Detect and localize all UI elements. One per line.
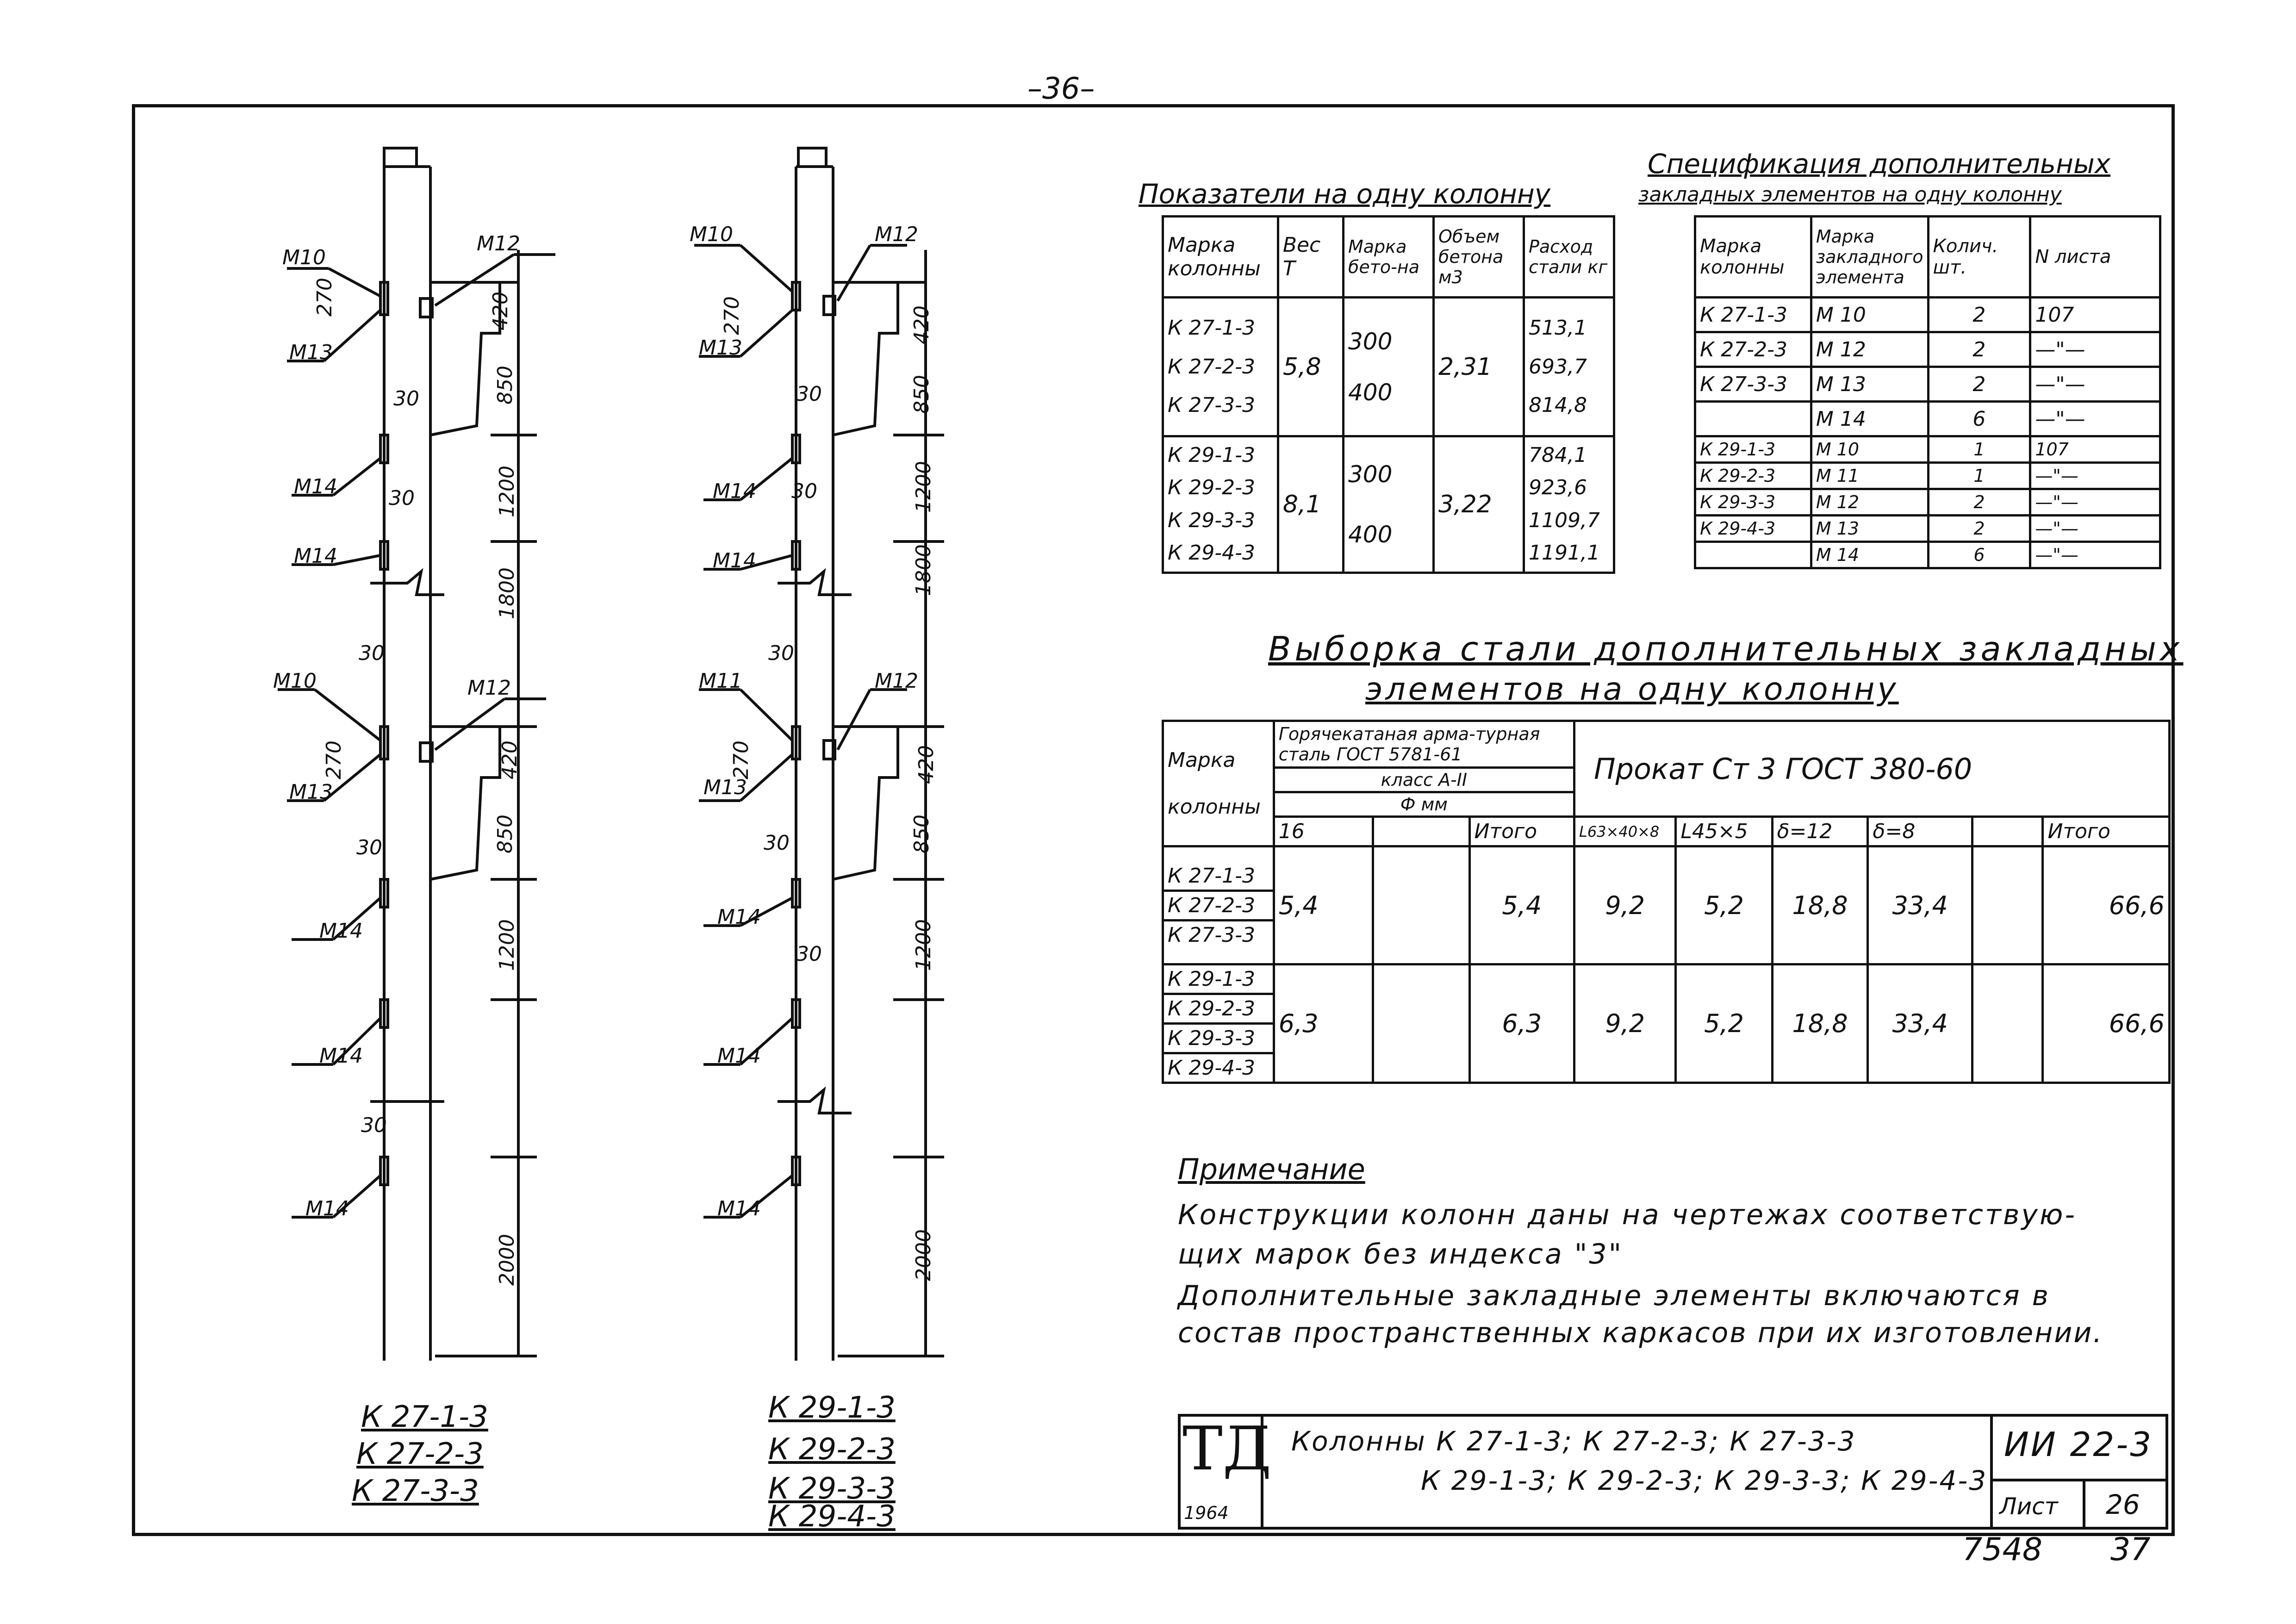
dim-420: 420 bbox=[498, 740, 522, 779]
t3-head-kolonny: колонны bbox=[1168, 795, 1261, 819]
note-line: Конструкции колонн даны на чертежах соответствую- bbox=[1178, 1199, 2077, 1231]
t2-cell: —"— bbox=[2030, 542, 2160, 568]
label-m12-right: М12 bbox=[875, 669, 918, 693]
t3-g1-val: 18,8 bbox=[1772, 846, 1868, 964]
label-m14-left: М14 bbox=[319, 919, 363, 943]
dim-30: 30 bbox=[764, 831, 790, 855]
t2-cell: К 27-1-3 bbox=[1695, 298, 1811, 332]
t2-cell: К 29-3-3 bbox=[1695, 489, 1811, 516]
dim-850: 850 bbox=[493, 815, 517, 853]
t2-cell: 2 bbox=[1928, 298, 2030, 332]
label-m13-left: М13 bbox=[289, 780, 333, 804]
t3-g2-val: 33,4 bbox=[1868, 964, 1972, 1083]
t3-g2-empty bbox=[1373, 964, 1469, 1083]
t3-g2-val: 18,8 bbox=[1772, 964, 1868, 1083]
t3-g2-marks bbox=[1163, 964, 1274, 1083]
t3-mark: К 29-2-3 bbox=[1164, 995, 1273, 1025]
t3-head-rolled: Прокат Ст 3 ГОСТ 380-60 bbox=[1574, 721, 2169, 817]
table2 bbox=[1694, 215, 2161, 569]
t1-steel-value: 1109,7 bbox=[1528, 508, 1600, 532]
t2-cell: 6 bbox=[1928, 542, 2030, 568]
t1-g1-volume: 2,31 bbox=[1433, 298, 1524, 436]
t1-mark: К 27-1-3 bbox=[1168, 316, 1255, 340]
label-m14-right: М14 bbox=[717, 905, 761, 929]
t3-mark: К 27-3-3 bbox=[1168, 923, 1255, 947]
t3-g1-val: 5,2 bbox=[1676, 846, 1772, 964]
dim-850: 850 bbox=[909, 815, 933, 853]
t1-steel-value: 513,1 bbox=[1528, 316, 1587, 340]
t2-cell: М 14 bbox=[1811, 542, 1928, 568]
t1-steel-value: 1191,1 bbox=[1528, 541, 1600, 565]
table1-title: Показатели на одну колонну bbox=[1139, 178, 1551, 210]
t3-g1-marks bbox=[1163, 846, 1274, 964]
t1-concrete-value: 400 bbox=[1348, 521, 1393, 548]
t1-g2-concrete bbox=[1343, 436, 1433, 573]
label-m14-left: М14 bbox=[294, 475, 337, 498]
t2-cell bbox=[1695, 402, 1811, 436]
t1-head-steel: Расход стали кг bbox=[1524, 217, 1614, 298]
t2-cell: М 13 bbox=[1811, 516, 1928, 542]
t2-cell: —"— bbox=[2030, 463, 2160, 489]
t3-g2-itogo1: 6,3 bbox=[1469, 964, 1574, 1083]
t3-g2-val: 9,2 bbox=[1574, 964, 1675, 1083]
dim-420: 420 bbox=[909, 305, 933, 344]
dim-420: 420 bbox=[488, 292, 512, 330]
t2-cell: 1 bbox=[1928, 463, 2030, 489]
t3-g2-v16: 6,3 bbox=[1274, 964, 1373, 1083]
t3-sub-angle2: L45×5 bbox=[1676, 817, 1772, 846]
t2-head-element: Марка закладного элемента bbox=[1811, 217, 1928, 298]
label-m12-right: М12 bbox=[875, 223, 918, 246]
dim-270: 270 bbox=[729, 740, 753, 779]
label-m14-left: М14 bbox=[305, 1197, 349, 1220]
t2-cell: М 13 bbox=[1811, 367, 1928, 402]
t2-cell: К 27-3-3 bbox=[1695, 367, 1811, 402]
left-mark: К 27-2-3 bbox=[356, 1437, 484, 1471]
t2-cell: К 27-2-3 bbox=[1695, 332, 1811, 367]
t2-cell: 107 bbox=[2030, 436, 2160, 463]
doc-code: ИИ 22-3 bbox=[2004, 1425, 2153, 1464]
logo-year: 1964 bbox=[1184, 1503, 1229, 1523]
t1-concrete-value: 300 bbox=[1348, 460, 1393, 488]
table3-title-line1: Выборка стали дополнительных закладных bbox=[1268, 629, 2184, 668]
t3-head-class: класс А-II bbox=[1275, 766, 1573, 791]
t3-g1-v16: 5,4 bbox=[1274, 846, 1373, 964]
t1-g2-marks bbox=[1163, 436, 1278, 573]
dim-1200: 1200 bbox=[911, 461, 935, 513]
t2-cell: М 11 bbox=[1811, 463, 1928, 489]
t2-cell: К 29-2-3 bbox=[1695, 463, 1811, 489]
label-m13-right: М13 bbox=[703, 776, 747, 799]
t3-mark: К 29-4-3 bbox=[1168, 1056, 1255, 1080]
dim-850: 850 bbox=[909, 375, 933, 414]
label-m14-right: М14 bbox=[713, 549, 756, 572]
t2-head-mark: Марка колонны bbox=[1695, 217, 1811, 298]
t1-steel-value: 784,1 bbox=[1528, 443, 1587, 467]
t2-cell: К 29-1-3 bbox=[1695, 436, 1811, 463]
t1-mark: К 27-3-3 bbox=[1168, 393, 1255, 417]
title-line2: К 29-1-3; К 29-2-3; К 29-3-3; К 29-4-3 bbox=[1421, 1465, 1988, 1496]
label-m14-left: М14 bbox=[319, 1044, 363, 1068]
label-m14-left: М14 bbox=[294, 544, 337, 568]
dim-270: 270 bbox=[322, 740, 346, 779]
t3-g2-total: 66,6 bbox=[2043, 964, 2170, 1083]
right-mark: К 29-4-3 bbox=[768, 1500, 896, 1534]
dim-1200: 1200 bbox=[495, 919, 519, 971]
label-m14-right: М14 bbox=[717, 1197, 761, 1220]
table1 bbox=[1162, 215, 1615, 574]
t3-g1-val: 9,2 bbox=[1574, 846, 1675, 964]
t3-sub-empty bbox=[1373, 817, 1469, 846]
label-m10-left: М10 bbox=[282, 246, 326, 269]
t3-head-rebar-text: Горячекатаная арма-турная сталь ГОСТ 5781-61 bbox=[1278, 724, 1540, 765]
t3-sub-itogo2: Итого bbox=[2043, 817, 2170, 846]
label-m14-right: М14 bbox=[713, 479, 756, 503]
left-mark: К 27-3-3 bbox=[352, 1474, 479, 1508]
td-logo: ТД bbox=[1182, 1413, 1272, 1484]
t2-cell: М 14 bbox=[1811, 402, 1928, 436]
dim-1800: 1800 bbox=[911, 544, 935, 596]
t3-mark: К 27-1-3 bbox=[1164, 862, 1273, 892]
t1-g2-steel bbox=[1524, 436, 1614, 573]
table3 bbox=[1162, 720, 2171, 1084]
dim-30: 30 bbox=[768, 641, 794, 665]
t3-mark: К 27-2-3 bbox=[1164, 892, 1273, 921]
t1-mark: К 29-4-3 bbox=[1168, 541, 1255, 565]
footer-left: 7548 bbox=[1962, 1531, 2043, 1568]
t1-g1-concrete bbox=[1343, 298, 1433, 436]
right-mark: К 29-3-3 bbox=[768, 1472, 896, 1506]
t2-cell: 1 bbox=[1928, 436, 2030, 463]
t1-steel-value: 693,7 bbox=[1528, 355, 1587, 379]
t2-cell: —"— bbox=[2030, 402, 2160, 436]
t2-head-sheet: N листа bbox=[2030, 217, 2160, 298]
dim-1800: 1800 bbox=[495, 567, 519, 619]
t1-concrete-value: 400 bbox=[1348, 379, 1393, 406]
label-m13-right: М13 bbox=[699, 336, 742, 360]
t2-cell: К 29-4-3 bbox=[1695, 516, 1811, 542]
t3-g1-itogo1: 5,4 bbox=[1469, 846, 1574, 964]
dim-30: 30 bbox=[393, 387, 419, 411]
label-m10-left: М10 bbox=[273, 669, 317, 693]
t2-cell: М 12 bbox=[1811, 332, 1928, 367]
t3-head-marka bbox=[1163, 721, 1274, 846]
t2-head-count: Колич. шт. bbox=[1928, 217, 2030, 298]
t2-cell: —"— bbox=[2030, 489, 2160, 516]
dim-2000: 2000 bbox=[911, 1229, 935, 1281]
dim-420: 420 bbox=[914, 745, 938, 784]
t3-head-marka-line1: Марка bbox=[1168, 748, 1236, 772]
sheet-label: Лист bbox=[1999, 1493, 2058, 1520]
t2-cell: М 10 bbox=[1811, 298, 1928, 332]
t1-mark: К 29-2-3 bbox=[1168, 476, 1255, 500]
t3-g1-total: 66,6 bbox=[2043, 846, 2170, 964]
t2-cell: 6 bbox=[1928, 402, 2030, 436]
t2-cell: 107 bbox=[2030, 298, 2160, 332]
title-sheet-divider bbox=[2083, 1479, 2085, 1530]
t2-cell bbox=[1695, 542, 1811, 568]
title-code-divider bbox=[1990, 1479, 2168, 1481]
label-m12-left: М12 bbox=[477, 232, 520, 255]
sheet-number: 26 bbox=[2106, 1489, 2140, 1520]
t1-g1-steel bbox=[1524, 298, 1614, 436]
t1-g2-weight: 8,1 bbox=[1278, 436, 1343, 573]
t2-cell: 2 bbox=[1928, 489, 2030, 516]
t1-mark: К 29-3-3 bbox=[1168, 508, 1255, 532]
table3-title-line2: элементов на одну колонну bbox=[1365, 671, 1899, 708]
t2-cell: —"— bbox=[2030, 332, 2160, 367]
t3-head-rebar bbox=[1274, 721, 1574, 817]
t3-sub-16: 16 bbox=[1274, 817, 1373, 846]
table2-title-line2: закладных элементов на одну колонну bbox=[1638, 183, 2062, 206]
t1-head-concrete: Марка бето-на bbox=[1343, 217, 1433, 298]
note-title: Примечание bbox=[1178, 1152, 1365, 1186]
t3-head-diam: Ф мм bbox=[1275, 791, 1573, 815]
t3-mark: К 29-1-3 bbox=[1164, 965, 1273, 995]
dim-1200: 1200 bbox=[911, 919, 935, 971]
t1-head-weight: Вес Т bbox=[1278, 217, 1343, 298]
note-line: Дополнительные закладные элементы включаются в bbox=[1178, 1280, 2051, 1312]
dim-30: 30 bbox=[361, 1114, 387, 1137]
dim-30: 30 bbox=[791, 479, 817, 503]
t2-cell: —"— bbox=[2030, 516, 2160, 542]
label-m13-left: М13 bbox=[289, 341, 333, 364]
t3-sub-plate8: δ=8 bbox=[1868, 817, 1972, 846]
t2-cell: 2 bbox=[1928, 367, 2030, 402]
dim-850: 850 bbox=[493, 366, 517, 404]
t2-cell: 2 bbox=[1928, 516, 2030, 542]
dim-270: 270 bbox=[720, 296, 744, 335]
dim-270: 270 bbox=[312, 278, 336, 317]
t2-cell: —"— bbox=[2030, 367, 2160, 402]
label-m12-left: М12 bbox=[467, 676, 511, 700]
t3-sub-angle1: L63×40×8 bbox=[1574, 817, 1675, 846]
page-number: –36– bbox=[1027, 72, 1095, 106]
dim-30: 30 bbox=[356, 836, 382, 859]
note-line: состав пространственных каркасов при их изготовлении. bbox=[1178, 1317, 2103, 1349]
note-line: щих марок без индекса "3" bbox=[1178, 1238, 1624, 1270]
right-mark: К 29-2-3 bbox=[768, 1432, 896, 1467]
t1-head-volume: Объем бетона м3 bbox=[1433, 217, 1524, 298]
left-mark: К 27-1-3 bbox=[361, 1400, 488, 1434]
dim-30: 30 bbox=[796, 382, 822, 406]
t1-g1-marks bbox=[1163, 298, 1278, 436]
label-m11-right: М11 bbox=[699, 669, 742, 693]
title-line1: Колонны К 27-1-3; К 27-2-3; К 27-3-3 bbox=[1291, 1425, 1856, 1457]
t3-sub-itogo: Итого bbox=[1469, 817, 1574, 846]
t1-head-mark: Марка колонны bbox=[1163, 217, 1278, 298]
dim-30: 30 bbox=[389, 486, 415, 510]
t3-sub-plate12: δ=12 bbox=[1772, 817, 1868, 846]
t3-g1-val: 33,4 bbox=[1868, 846, 1972, 964]
t1-steel-value: 923,6 bbox=[1528, 476, 1587, 500]
dim-30: 30 bbox=[796, 942, 822, 966]
t2-cell: М 12 bbox=[1811, 489, 1928, 516]
t3-g1-val bbox=[1972, 846, 2043, 964]
t1-mark: К 29-1-3 bbox=[1168, 443, 1255, 467]
t3-g2-val bbox=[1972, 964, 2043, 1083]
dim-1200: 1200 bbox=[495, 466, 519, 517]
t2-cell: 2 bbox=[1928, 332, 2030, 367]
t1-mark: К 27-2-3 bbox=[1168, 355, 1255, 379]
label-m10-right: М10 bbox=[690, 223, 733, 246]
t1-steel-value: 814,8 bbox=[1528, 393, 1587, 417]
dim-30: 30 bbox=[359, 641, 385, 665]
right-mark: К 29-1-3 bbox=[768, 1391, 896, 1425]
label-m14-right: М14 bbox=[717, 1044, 761, 1068]
t3-sub-blank bbox=[1972, 817, 2043, 846]
t3-g1-empty bbox=[1373, 846, 1469, 964]
t3-mark: К 29-3-3 bbox=[1164, 1025, 1273, 1054]
table2-title-line1: Спецификация дополнительных bbox=[1648, 148, 2111, 180]
t2-cell: М 10 bbox=[1811, 436, 1928, 463]
footer-right: 37 bbox=[2110, 1531, 2151, 1568]
t1-concrete-value: 300 bbox=[1348, 328, 1393, 355]
t1-g1-weight: 5,8 bbox=[1278, 298, 1343, 436]
t3-g2-val: 5,2 bbox=[1676, 964, 1772, 1083]
t1-g2-volume: 3,22 bbox=[1433, 436, 1524, 573]
dim-2000: 2000 bbox=[495, 1234, 519, 1286]
